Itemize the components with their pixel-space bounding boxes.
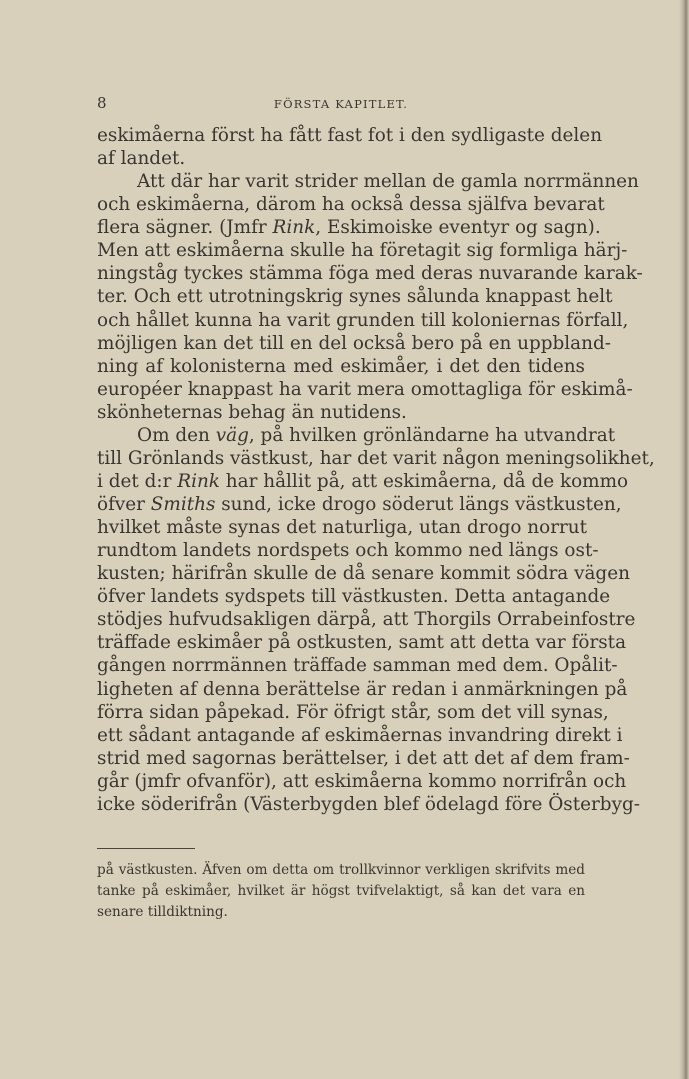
text-segment: och eskimåerna, därom ha också dessa själfva bevarat (97, 194, 605, 216)
text-segment: ning af kolonisterna med eskimåer, i det den tidens (97, 355, 585, 377)
text-segment: träffade eskimåer på ostkusten, samt att detta var första (97, 632, 627, 654)
italic-text: väg (215, 424, 249, 446)
text-segment: flera sägner. (Jmfr (97, 217, 273, 239)
text-segment: , Eskimoiske eventyr og sagn). (315, 217, 601, 239)
italic-text: Rink (272, 217, 316, 239)
text-segment: stödjes hufvudsakligen därpå, att Thorgils Orrabeinfostre (97, 609, 636, 631)
text-segment: rundtom landets nordspets och kommo ned längs ost- (97, 540, 599, 562)
text-line (97, 747, 630, 770)
page-number: 8 (97, 94, 107, 112)
running-title: FÖRSTA KAPITLET. (273, 97, 409, 111)
page-header (97, 94, 585, 114)
text-segment: ter. Och ett utrotningskrig synes sålunda knappast helt (97, 286, 613, 308)
text-line (97, 239, 628, 262)
text-segment: öfver (97, 494, 151, 515)
text-segment: eskimåerna först ha fått fast fot i den sydligaste delen (97, 125, 603, 146)
text-line (97, 262, 643, 285)
footnote-rule (97, 848, 195, 849)
text-line (97, 424, 616, 447)
text-segment: kusten; härifrån skulle de då senare kommit södra vägen (97, 563, 630, 585)
text-line (97, 447, 655, 470)
text-line (97, 516, 588, 539)
text-segment: och hållet kunna ha varit grunden till koloniernas förfall, (97, 309, 629, 331)
text-segment: européer knappast ha varit mera omottagliga för eskimå- (97, 378, 633, 400)
text-line (97, 654, 618, 677)
text-line (97, 124, 603, 147)
text-segment: hvilket måste synas det naturliga, utan drogo norrut (97, 517, 588, 539)
text-line (97, 493, 622, 516)
text-segment: skönheternas behag än nutidens. (97, 401, 407, 423)
text-segment: ett sådant antagande af eskimåernas invandring direkt i (97, 724, 623, 746)
text-segment: gången norrmännen träffade samman med dem. Opålit- (97, 655, 618, 677)
text-segment: i det d:r (97, 470, 178, 492)
body-text (97, 124, 655, 816)
italic-text: Smiths (150, 494, 216, 515)
text-segment: Om den (137, 424, 216, 446)
text-line (97, 793, 640, 816)
footnote-line: tanke på eskimåer, hvilket är högst tvifvelaktigt, så kan det vara en (97, 883, 585, 899)
footnote-line: på västkusten. Äfven om detta om trollkvinnor verkligen skrifvits med (97, 862, 585, 878)
text-line (97, 378, 633, 401)
text-line (97, 608, 636, 631)
text-line (97, 355, 585, 378)
text-segment: förra sidan påpekad. För öfrigt står, som det vill synas, (97, 701, 609, 723)
text-segment: , på hvilken grönländarne ha utvandrat (248, 424, 616, 446)
text-segment: möjligen kan det till en del också bero på en uppbland- (97, 332, 611, 354)
text-segment: ningståg tyckes stämma föga med deras nuvarande karak- (97, 263, 643, 285)
text-line (97, 216, 601, 239)
text-line (97, 631, 627, 654)
text-line (97, 470, 629, 493)
text-line (97, 147, 585, 170)
text-line (97, 701, 609, 724)
text-line (97, 678, 628, 701)
text-line (97, 770, 627, 793)
text-line (97, 562, 630, 585)
text-segment: strid med sagornas berättelser, i det att det af dem fram- (97, 747, 630, 769)
text-line (97, 539, 599, 562)
text-segment: Att där har varit strider mellan de gamla norrmännen (137, 171, 639, 193)
text-segment: ligheten af denna berättelse är redan i anmärkningen på (97, 678, 628, 700)
page-edge (679, 0, 689, 1079)
italic-text: Rink (177, 470, 220, 492)
footnote-line: senare tilldiktning. (97, 904, 228, 920)
text-line (97, 585, 611, 608)
text-segment: af landet. (97, 148, 186, 170)
text-line (97, 724, 623, 747)
text-segment: icke söderifrån (Västerbygden blef ödelagd före Österbyg- (97, 793, 640, 815)
text-line (97, 285, 613, 308)
footnote (97, 860, 585, 923)
text-line (97, 332, 611, 355)
text-line (97, 170, 639, 193)
text-segment: öfver landets sydspets till västkusten. Detta antagande (97, 586, 611, 608)
text-segment: sund, icke drogo söderut längs västkusten, (215, 494, 622, 515)
text-segment: Men att eskimåerna skulle ha företagit sig formliga härj- (97, 240, 628, 262)
text-segment: går (jmfr ofvanför), att eskimåerna kommo norrifrån och (97, 770, 627, 792)
text-segment: till Grönlands västkust, har det varit någon meningsolikhet, (97, 447, 655, 469)
text-segment: har hållit på, att eskimåerna, då de kommo (219, 470, 629, 492)
text-line (97, 401, 585, 424)
text-line (97, 193, 605, 216)
text-line (97, 309, 629, 332)
